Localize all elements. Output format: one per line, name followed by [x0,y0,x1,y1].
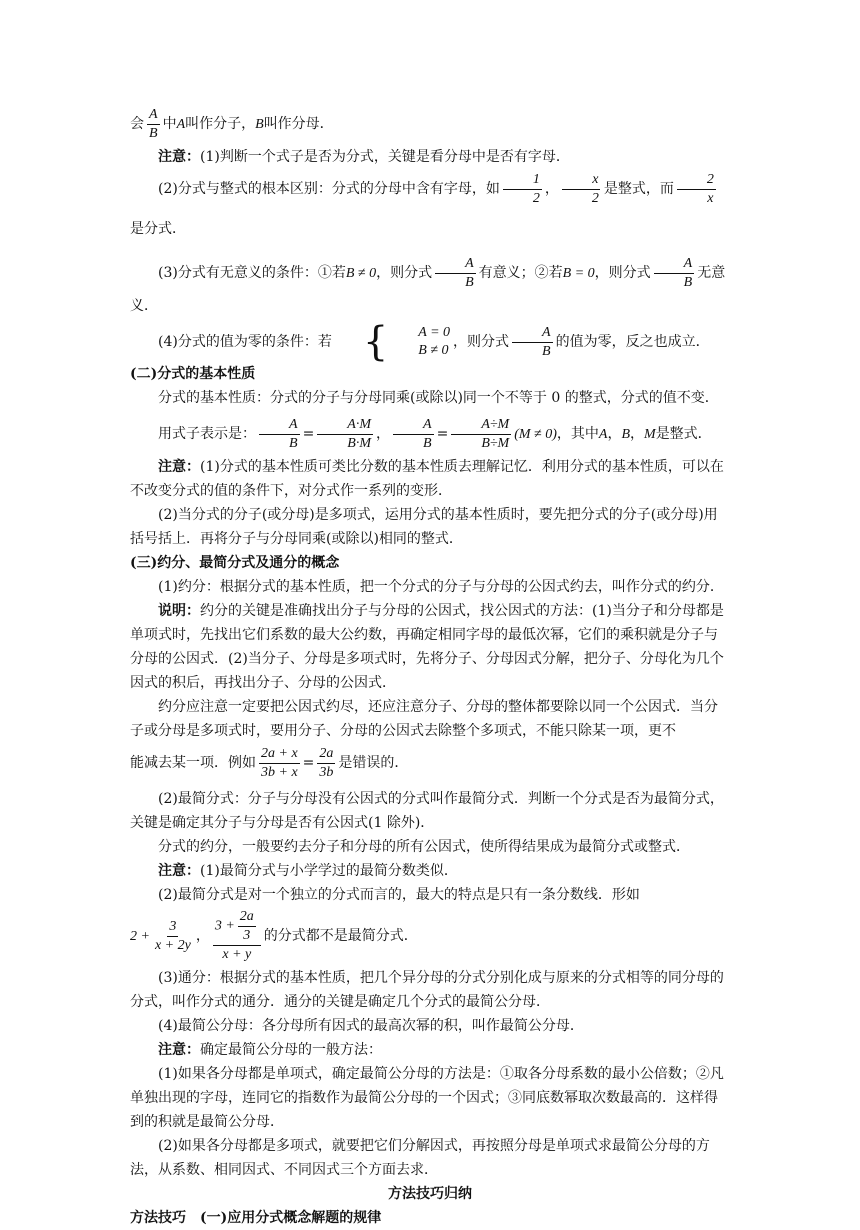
denominator: B÷M [481,435,510,451]
denominator: 3 [243,928,251,943]
fraction-a-b [259,416,300,453]
caution-paragraph: 约分应注意一定要把公因式约尽，还应注意分子、分母的整体都要除以同一个公因式．当分子或分母是多项式时，要用分子、分母的公因式去除整个多项式，不能只除某一项，更不 [130,699,718,739]
numerator: A [654,255,695,274]
fraction-2-x [677,171,716,208]
note-label: 注意： [158,459,200,475]
numerator: A [147,106,160,125]
numerator: 3 [167,918,178,937]
complex-fraction-example [130,907,730,966]
fraction-definition-end [130,104,730,145]
text: 用式子表示是： [158,426,256,442]
numerator: A [435,255,476,274]
text: (3)分式有无意义的条件：①若 [158,265,346,281]
example-line [130,743,730,783]
document-body [130,104,730,1230]
denominator: x + 2y [154,937,191,953]
text: 叫作分母． [263,116,334,132]
note-3 [130,253,730,294]
denominator: 2 [532,190,540,206]
note-text: (1)分式的基本性质可类比分数的基本性质去理解记忆．利用分式的基本性质，可以在不改变分式的值的条件下，对分式作一系列的变形． [130,459,724,499]
numerator: x [562,171,600,190]
common-denominator-definition: (3)通分：根据分式的基本性质，把几个异分母的分式分别化成与原来的分式相等的同分母的分式，叫作分式的通分．通分的关键是确定几个分式的最简公分母． [130,970,724,1010]
section-heading-2: (二)分式的基本性质 [130,366,256,382]
denominator: x + y [222,947,252,962]
denominator: B [423,435,432,451]
var-b: B [621,427,631,442]
note-text: 约分的关键是准确找出分子与分母的公因式，找公因式的方法：(1)当分子和分母都是单项式时，先找出它们系数的最大公约数，再确定相同字母的最低次幂，它们的乘积就是分子与分母的公因式．(2)当分子、分母是多项式时，先将分子、分母因式分解，把分子、分母化为几个因式的积后，再找出分子、分母的公因式． [130,603,724,691]
note-2 [130,169,730,249]
basic-property: 分式的基本性质：分式的分子与分母同乘(或除以)同一个不等于 0 的整式，分式的值不变． [158,390,719,406]
denominator: B [149,125,158,141]
text: 能减去某一项．例如 [130,755,256,771]
text: ，则分式 [376,265,433,281]
note-8: (2)最简分式是对一个独立的分式而言的，最大的特点是只有一条分数线．形如 [158,887,640,903]
section-heading-3: (三)约分、最简分式及通分的概念 [130,555,340,571]
text: ， [376,426,391,442]
text: 2 + [130,929,150,944]
numerator: 2a [317,745,335,764]
condition: B ≠ 0 [345,266,377,281]
fraction-wrong-left [259,745,300,782]
denominator: 3b + x [261,764,298,780]
section-title: 方法技巧归纳 [388,1186,472,1202]
text: ， [195,928,210,944]
fraction-am-bm [317,416,373,453]
note-7 [130,859,730,883]
note-6: (2)当分式的分子(或分母)是多项式，运用分式的基本性质时，要先把分式的分子(或分母)用括号括上．再将分子与分母同乘(或除以)相同的整式． [130,507,718,547]
note-9 [130,1038,730,1062]
equals: = [436,426,449,442]
property-formula [130,414,730,455]
condition: B = 0 [562,266,595,281]
fraction-1-2 [503,171,542,208]
text: 叫作分子， [185,116,256,132]
fraction-a-over-b [147,106,160,143]
simplest-fraction: (2)最简分式：分子与分母没有公因式的分式叫作最简分式．判断一个分式是否为最简分式，关键是确定其分子与分母是否有公因式(1 除外)． [130,791,724,831]
numerator: 2a + x [259,745,300,764]
text: ， [544,181,559,197]
numerator: 2 [677,171,716,190]
denominator: B [683,274,693,290]
denominator: B [542,343,551,359]
method-tip-heading: 方法技巧 (一)应用分式概念解题的规律 [130,1210,382,1226]
note-1 [130,145,730,169]
fraction-wrong-right [317,745,335,782]
text: ， [607,426,622,442]
var-a: A [176,117,186,132]
inner-fraction [238,908,256,945]
numerator: 2a [238,908,256,927]
var-b: B [255,117,264,132]
denominator: 3b [319,764,334,780]
numerator: A [259,416,300,435]
numerator: A [512,324,553,343]
fraction-x-2 [562,171,601,208]
note-text: (1)判断一个式子是否为分式，关键是看分母中是否有字母． [200,149,570,165]
var-a: A [598,427,608,442]
denominator: B [465,274,474,290]
text: 的分式都不是最简分式． [263,928,418,944]
text: 是错误的． [338,755,409,771]
note-5 [130,455,730,503]
fraction-adm-bdm [451,416,511,453]
denominator: B [289,435,298,451]
fraction-3-x2y [153,918,193,955]
reduction-definition: (1)约分：根据分式的基本性质，把一个分式的分子与分母的公因式约去，叫作分式的约分． [158,579,724,595]
reduction-note: 分式的约分，一般要约去分子和分母的所有公因式，使所得结果成为最简分式或整式． [158,839,690,855]
text: 会 [130,116,144,132]
fraction-a-b [393,416,434,453]
numerator [213,908,261,946]
method-1: (1)如果各分母都是单项式，确定最简公分母的方法是：①取各分母系数的最小公倍数；②凡单独出现的字母，连同它的指数作为最简公分母的一个因式；③同底数幂取次数最高的．这样得到的积就是最简公分母． [130,1066,724,1130]
brace-icon: { [362,319,389,365]
text: 3 + [214,918,235,934]
note-label: 注意： [158,863,200,879]
text: ，其中 [556,426,599,442]
equation-system [335,319,451,365]
method-2: (2)如果各分母都是多项式，就要把它们分解因式，再按照分母是单项式求最简公分母的方法，从系数、相同因式、不同因式三个方面去求． [130,1138,710,1178]
numerator: A·M [317,416,373,435]
text: ， [630,426,645,442]
text: 是分式． [130,221,186,237]
fraction-a-over-b [512,324,553,361]
fraction-a-over-b [654,255,695,292]
lcd-definition: (4)最简公分母：各分母所有因式的最高次幂的积，叫作最简公分母． [158,1018,584,1034]
text: 的值为零，反之也成立． [555,334,710,350]
denominator: B·M [347,435,372,451]
numerator: A÷M [451,416,511,435]
note-text: (1)最简分式与小学学过的最简分数类似． [200,863,458,879]
text: (4)分式的值为零的条件：若 [158,334,332,350]
text: 无意 [697,265,726,281]
note-text: 确定最简公分母的一般方法： [200,1042,382,1058]
explanation [130,599,730,695]
numerator: A [393,416,434,435]
denominator: 2 [591,190,599,206]
equals: = [302,426,315,442]
condition-row: B ≠ 0 [418,343,449,358]
condition-row: A = 0 [418,325,451,340]
equals: = [302,755,315,771]
text: 有意义；②若 [478,265,563,281]
denominator: x [707,190,714,206]
condition: (M ≠ 0) [514,427,557,442]
text: ，则分式 [453,334,510,350]
text: (2)分式与整式的根本区别：分式的分母中含有字母，如 [158,181,500,197]
note-3-cont: 义． [130,298,158,314]
complex-fraction [213,908,261,964]
text: 是整式，而 [603,181,674,197]
note-4 [130,319,730,365]
text: 中 [162,116,177,132]
fraction-a-over-b [435,255,476,292]
note-label: 注意： [158,1042,200,1058]
var-m: M [644,427,656,442]
note-label: 注意： [158,149,200,165]
text: ，则分式 [594,265,651,281]
text: 是整式． [655,426,712,442]
numerator: 1 [503,171,542,190]
note-label: 说明： [158,603,200,619]
